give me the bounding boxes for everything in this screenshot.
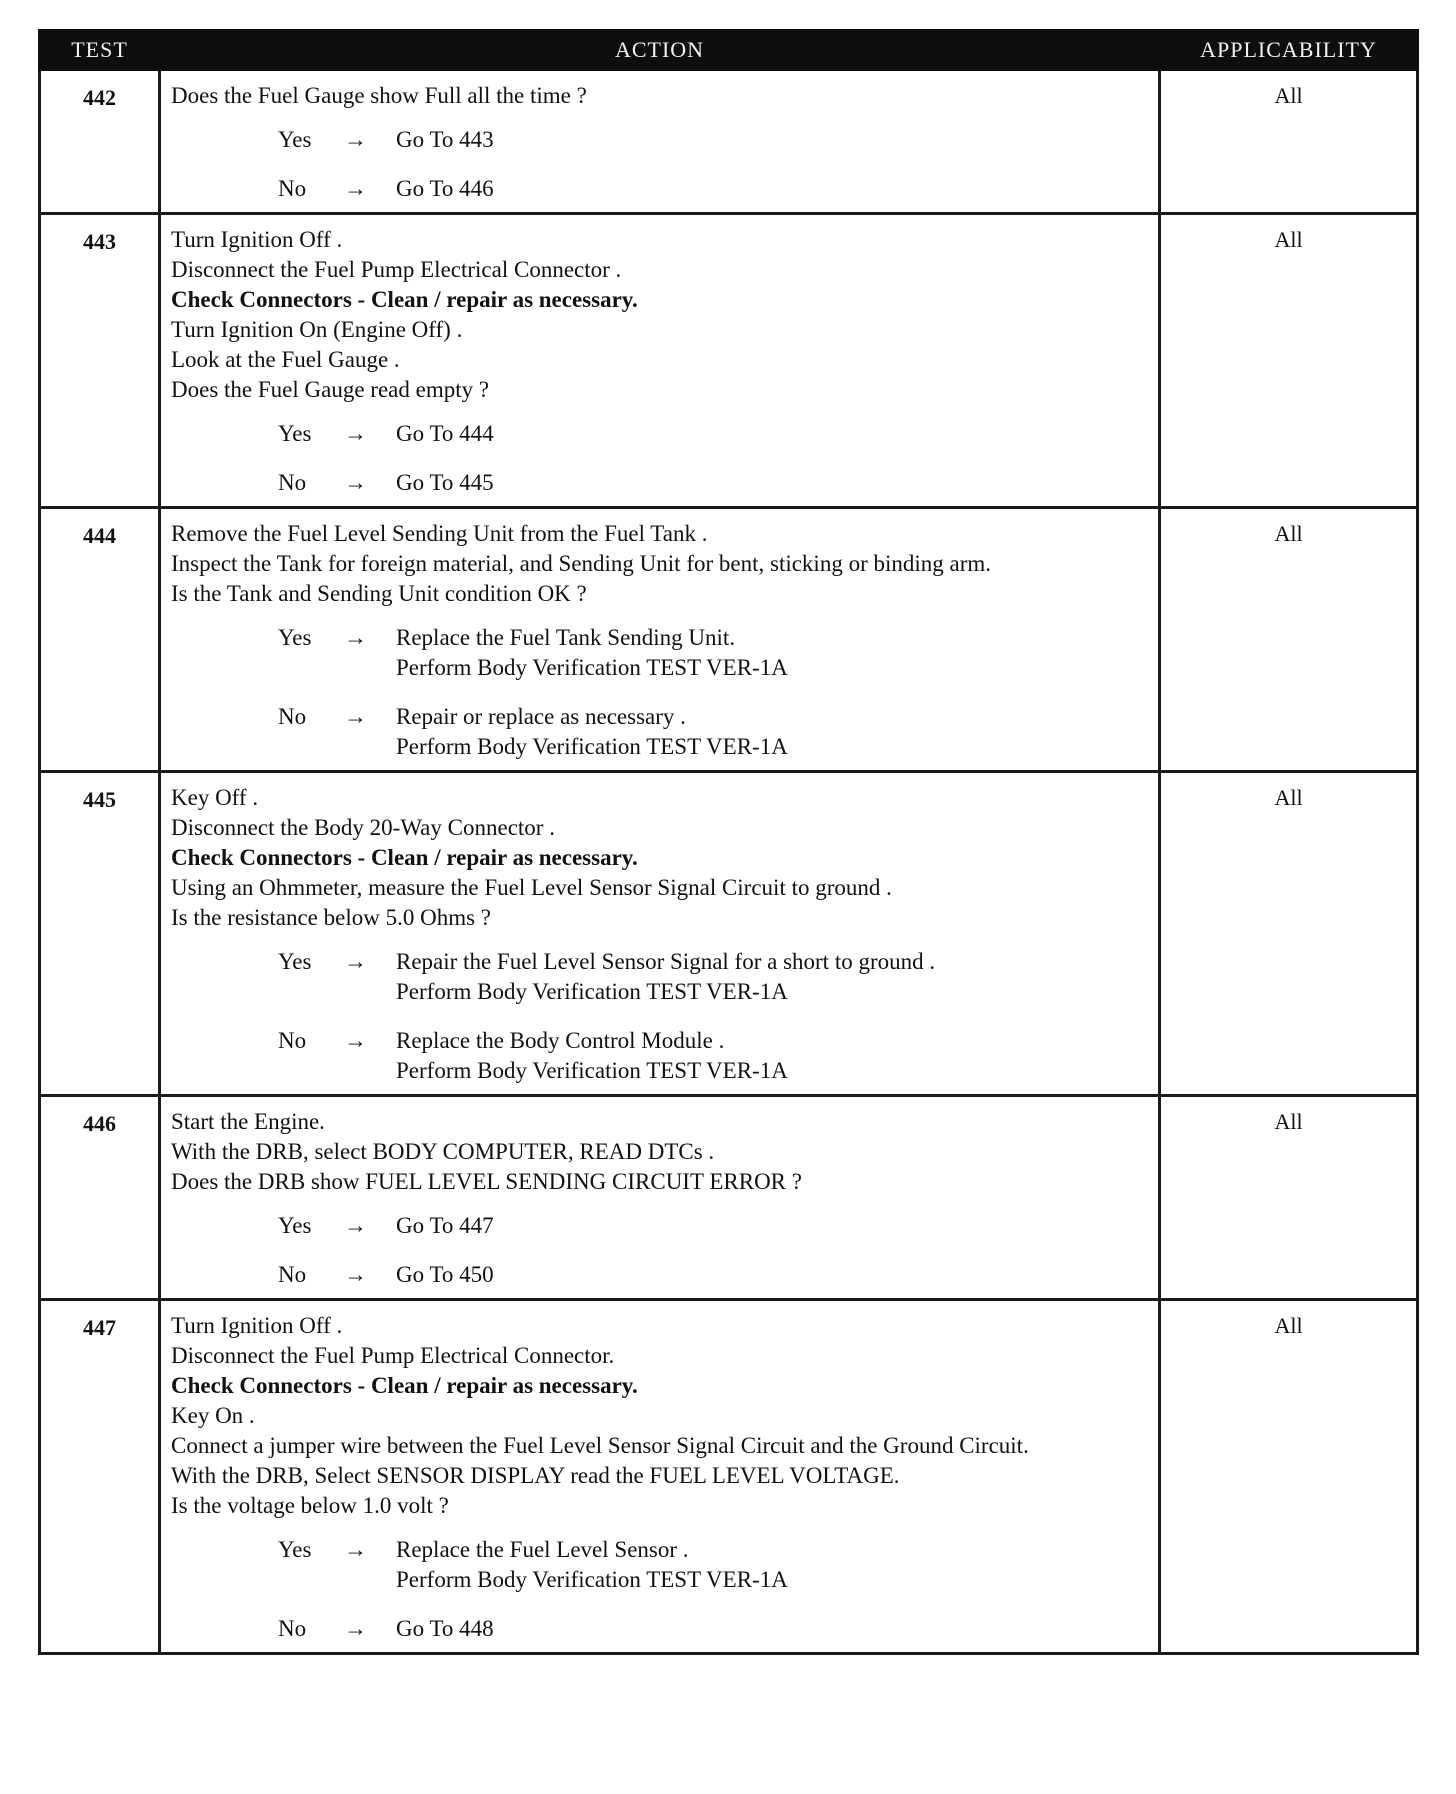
table-row xyxy=(40,508,1418,772)
branch-list xyxy=(171,623,1152,762)
branch-list xyxy=(171,419,1152,498)
applicability-value: All xyxy=(1160,772,1418,1096)
table-row xyxy=(40,1300,1418,1654)
action-step: Turn Ignition Off . xyxy=(171,1313,343,1338)
yes-branch xyxy=(171,1211,1152,1241)
arrow-icon: → xyxy=(344,127,367,152)
result-line: Perform Body Verification TEST VER-1A xyxy=(396,734,788,759)
yes-result xyxy=(396,623,1152,683)
action-cell xyxy=(160,1300,1160,1654)
header-row xyxy=(40,31,1418,70)
yes-branch xyxy=(171,623,1152,683)
yes-branch xyxy=(171,125,1152,155)
action-step: Does the DRB show FUEL LEVEL SENDING CIRCUIT ERROR ? xyxy=(171,1169,802,1194)
test-number: 447 xyxy=(40,1300,160,1654)
action-step: With the DRB, Select SENSOR DISPLAY read the FUEL LEVEL VOLTAGE. xyxy=(171,1463,900,1488)
no-label: No xyxy=(278,704,307,729)
no-label: No xyxy=(278,1028,307,1053)
yes-branch xyxy=(171,419,1152,449)
result-line: Go To 443 xyxy=(396,127,494,152)
yes-label: Yes xyxy=(278,421,312,446)
header-action: ACTION xyxy=(160,31,1160,70)
yes-result xyxy=(396,1535,1152,1595)
no-result xyxy=(396,702,1152,762)
diagnostic-procedure-document xyxy=(38,29,1416,1655)
result-line: Perform Body Verification TEST VER-1A xyxy=(396,979,788,1004)
action-step: Connect a jumper wire between the Fuel Level Sensor Signal Circuit and the Ground Circuit. xyxy=(171,1433,1029,1458)
no-result xyxy=(396,174,1152,204)
action-step: Disconnect the Fuel Pump Electrical Connector . xyxy=(171,257,622,282)
result-line: Perform Body Verification TEST VER-1A xyxy=(396,1567,788,1592)
arrow-icon: → xyxy=(344,1262,367,1287)
no-label: No xyxy=(278,470,307,495)
no-branch xyxy=(171,1026,1152,1086)
table-row xyxy=(40,70,1418,214)
result-line: Repair or replace as necessary . xyxy=(396,704,686,729)
arrow-icon: → xyxy=(344,176,367,201)
test-number: 444 xyxy=(40,508,160,772)
action-step: Start the Engine. xyxy=(171,1109,325,1134)
result-line: Perform Body Verification TEST VER-1A xyxy=(396,655,788,680)
yes-label: Yes xyxy=(278,1213,312,1238)
yes-label: Yes xyxy=(278,625,312,650)
action-step: Turn Ignition Off . xyxy=(171,227,343,252)
action-step: Using an Ohmmeter, measure the Fuel Level Sensor Signal Circuit to ground . xyxy=(171,875,892,900)
result-line: Replace the Fuel Level Sensor . xyxy=(396,1537,689,1562)
result-line: Perform Body Verification TEST VER-1A xyxy=(396,1058,788,1083)
yes-result xyxy=(396,125,1152,155)
yes-label: Yes xyxy=(278,949,312,974)
yes-label: Yes xyxy=(278,127,312,152)
no-label: No xyxy=(278,1616,307,1641)
action-step: Is the voltage below 1.0 volt ? xyxy=(171,1493,449,1518)
action-step: Key On . xyxy=(171,1403,255,1428)
action-step: Remove the Fuel Level Sending Unit from the Fuel Tank . xyxy=(171,521,708,546)
check-connectors-note: Check Connectors - Clean / repair as necessary. xyxy=(171,845,638,870)
no-result xyxy=(396,1614,1152,1644)
test-number: 443 xyxy=(40,214,160,508)
branch-list xyxy=(171,1211,1152,1290)
table-row xyxy=(40,772,1418,1096)
table-row xyxy=(40,1096,1418,1300)
no-branch xyxy=(171,1614,1152,1644)
no-branch xyxy=(171,174,1152,204)
no-result xyxy=(396,1026,1152,1086)
action-step: Look at the Fuel Gauge . xyxy=(171,347,400,372)
action-cell xyxy=(160,214,1160,508)
action-step: Turn Ignition On (Engine Off) . xyxy=(171,317,463,342)
result-line: Replace the Fuel Tank Sending Unit. xyxy=(396,625,736,650)
check-connectors-note: Check Connectors - Clean / repair as necessary. xyxy=(171,1373,638,1398)
arrow-icon: → xyxy=(344,470,367,495)
test-number: 446 xyxy=(40,1096,160,1300)
applicability-value: All xyxy=(1160,1300,1418,1654)
result-line: Go To 448 xyxy=(396,1616,494,1641)
header-applicability: APPLICABILITY xyxy=(1160,31,1418,70)
result-line: Go To 445 xyxy=(396,470,494,495)
check-connectors-note: Check Connectors - Clean / repair as necessary. xyxy=(171,287,638,312)
yes-branch xyxy=(171,947,1152,1007)
action-step: Does the Fuel Gauge read empty ? xyxy=(171,377,490,402)
arrow-icon: → xyxy=(344,949,367,974)
branch-list xyxy=(171,947,1152,1086)
action-step: Is the resistance below 5.0 Ohms ? xyxy=(171,905,492,930)
applicability-value: All xyxy=(1160,70,1418,214)
yes-result xyxy=(396,1211,1152,1241)
result-line: Go To 447 xyxy=(396,1213,494,1238)
branch-list xyxy=(171,125,1152,204)
action-step: Key Off . xyxy=(171,785,259,810)
action-cell xyxy=(160,508,1160,772)
diagnostic-test-table xyxy=(38,29,1419,1655)
result-line: Replace the Body Control Module . xyxy=(396,1028,725,1053)
action-step: With the DRB, select BODY COMPUTER, READ DTCs . xyxy=(171,1139,715,1164)
action-step: Is the Tank and Sending Unit condition OK ? xyxy=(171,581,587,606)
arrow-icon: → xyxy=(344,1537,367,1562)
test-number: 442 xyxy=(40,70,160,214)
action-step: Inspect the Tank for foreign material, and Sending Unit for bent, sticking or binding arm. xyxy=(171,551,992,576)
result-line: Go To 450 xyxy=(396,1262,494,1287)
yes-label: Yes xyxy=(278,1537,312,1562)
table-row xyxy=(40,214,1418,508)
yes-result xyxy=(396,419,1152,449)
applicability-value: All xyxy=(1160,214,1418,508)
action-step: Disconnect the Body 20-Way Connector . xyxy=(171,815,555,840)
arrow-icon: → xyxy=(344,1213,367,1238)
no-branch xyxy=(171,468,1152,498)
arrow-icon: → xyxy=(344,1028,367,1053)
arrow-icon: → xyxy=(344,625,367,650)
branch-list xyxy=(171,1535,1152,1644)
yes-branch xyxy=(171,1535,1152,1595)
arrow-icon: → xyxy=(344,421,367,446)
applicability-value: All xyxy=(1160,1096,1418,1300)
header-test: TEST xyxy=(40,31,160,70)
no-result xyxy=(396,468,1152,498)
table-header xyxy=(40,31,1418,70)
result-line: Go To 446 xyxy=(396,176,494,201)
action-step: Does the Fuel Gauge show Full all the time ? xyxy=(171,83,587,108)
test-number: 445 xyxy=(40,772,160,1096)
no-branch xyxy=(171,1260,1152,1290)
action-cell xyxy=(160,772,1160,1096)
no-label: No xyxy=(278,1262,307,1287)
result-line: Go To 444 xyxy=(396,421,494,446)
arrow-icon: → xyxy=(344,704,367,729)
applicability-value: All xyxy=(1160,508,1418,772)
result-line: Repair the Fuel Level Sensor Signal for a short to ground . xyxy=(396,949,936,974)
arrow-icon: → xyxy=(344,1616,367,1641)
action-cell xyxy=(160,70,1160,214)
no-label: No xyxy=(278,176,307,201)
action-step: Disconnect the Fuel Pump Electrical Connector. xyxy=(171,1343,615,1368)
no-result xyxy=(396,1260,1152,1290)
action-cell xyxy=(160,1096,1160,1300)
table-body xyxy=(40,70,1418,1654)
yes-result xyxy=(396,947,1152,1007)
no-branch xyxy=(171,702,1152,762)
